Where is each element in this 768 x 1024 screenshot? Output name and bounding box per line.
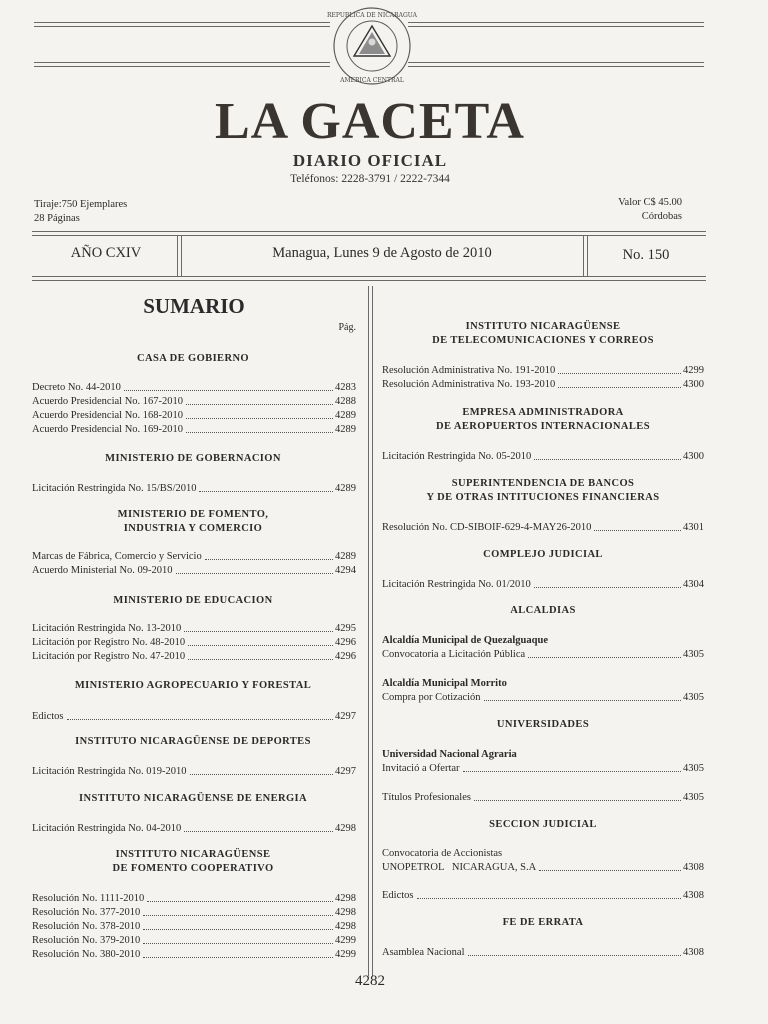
toc-entry-page: 4298 [335, 907, 356, 918]
toc-entry-label: Licitación Restringida No. 01/2010 [382, 579, 531, 590]
toc-entry-label: Licitación Restringida No. 019-2010 [32, 766, 187, 777]
toc-entry [32, 710, 356, 723]
toc-entry [382, 364, 704, 377]
masthead-rule [34, 22, 330, 23]
leader-dots [186, 404, 333, 405]
leader-dots [417, 898, 682, 899]
sumario-title: SUMARIO [143, 294, 245, 318]
print-run [34, 198, 127, 226]
toc-entry [32, 948, 356, 961]
leader-dots [534, 587, 681, 588]
toc-entry-page: 4308 [683, 862, 704, 873]
toc-entry-page: 4289 [335, 483, 356, 494]
toc-entry [32, 423, 356, 436]
toc-entry-label: Compra por Cotización [382, 692, 481, 703]
leader-dots [124, 390, 333, 391]
leader-dots [594, 530, 681, 531]
section-heading: CASA DE GOBIERNO [136, 353, 249, 364]
toc-entry-label: Acuerdo Presidencial No. 167-2010 [32, 396, 184, 407]
toc-entry-page: 4308 [683, 890, 704, 901]
toc-entry-label: Licitación Restringida No. 15/BS/2010 [32, 483, 197, 494]
section-heading: FE DE ERRATA [502, 917, 584, 928]
price-value: Valor C$ 45.00 [618, 197, 682, 208]
price-currency: Córdobas [641, 211, 682, 222]
toc-entry-page: 4300 [683, 379, 704, 390]
masthead-rule [34, 62, 330, 63]
toc-entry [382, 648, 704, 661]
leader-dots [67, 719, 334, 720]
section-heading: EMPRESA ADMINISTRADORA DE AEROPUERTOS INTERNACIONALES [436, 407, 650, 432]
toc-entry-page: 4289 [335, 551, 356, 562]
toc-entry [32, 934, 356, 947]
subsection-heading: Alcaldía Municipal de Quezalguaque [382, 635, 548, 646]
toc-entry [382, 762, 704, 775]
toc-entry-label: Convocatoria a Licitación Pública [382, 649, 526, 660]
toc-entry-label: Acuerdo Presidencial No. 168-2010 [32, 410, 184, 421]
leader-dots [463, 771, 681, 772]
toc-entry-label: Asamblea Nacional [382, 947, 465, 958]
leader-dots [186, 432, 333, 433]
masthead-rule [408, 22, 704, 23]
toc-entry [32, 550, 356, 563]
toc-entry-page: 4305 [683, 692, 704, 703]
toc-entry [32, 765, 356, 778]
leader-dots [143, 943, 333, 944]
leader-dots [143, 929, 333, 930]
toc-entry-label: Licitación Restringida No. 13-2010 [32, 623, 182, 634]
toc-entry-page: 4296 [335, 651, 356, 662]
toc-entry [382, 521, 704, 534]
toc-entry-label: Acuerdo Ministerial No. 09-2010 [32, 565, 173, 576]
leader-dots [188, 645, 333, 646]
toc-entry [32, 564, 356, 577]
toc-entry-page: 4298 [335, 893, 356, 904]
toc-entry-page: 4300 [683, 451, 704, 462]
toc-entry-label: Marcas de Fábrica, Comercio y Servicio [32, 551, 202, 562]
toc-entry-page: 4289 [335, 410, 356, 421]
section-heading: INSTITUTO NICARAGÜENSE DE ENERGIA [78, 793, 307, 804]
toc-entry [32, 650, 356, 663]
newspaper-title: LA GACETA [215, 93, 525, 150]
leader-dots [205, 559, 333, 560]
toc-entry [32, 636, 356, 649]
leader-dots [534, 459, 681, 460]
leader-dots [147, 901, 333, 902]
toc-entry-label: Licitación Restringida No. 05-2010 [382, 451, 532, 462]
section-heading: INSTITUTO NICARAGÜENSE DE TELECOMUNICACIONES Y CORREOS [432, 321, 654, 346]
toc-entry-label: Decreto No. 44-2010 [32, 382, 121, 393]
toc-entry-page: 4294 [335, 565, 356, 576]
toc-entry-label: Resolución Administrativa No. 191-2010 [382, 365, 556, 376]
leader-dots [539, 870, 681, 871]
toc-entry-label: Títulos Profesionales [382, 792, 471, 803]
toc-entry-label: UNOPETROL NICARAGUA, S.A [382, 862, 537, 873]
leader-dots [558, 373, 681, 374]
subsection-heading: Alcaldía Municipal Morrito [382, 678, 507, 689]
leader-dots [190, 774, 333, 775]
page-column-label: Pág. [338, 322, 356, 333]
section-heading: MINISTERIO DE EDUCACION [113, 595, 273, 606]
issue-bar-rule [32, 276, 706, 277]
seal-lettering: AMERICA CENTRAL [340, 77, 404, 84]
toc-entry-page: 4289 [335, 424, 356, 435]
toc-entry [32, 395, 356, 408]
masthead-rule [34, 26, 330, 27]
toc-entry-page: 4299 [335, 935, 356, 946]
section-heading: MINISTERIO DE FOMENTO, INDUSTRIA Y COMERCIO [117, 509, 269, 534]
section-heading: MINISTERIO DE GOBERNACION [105, 453, 281, 464]
toc-entry [382, 791, 704, 804]
section-heading: COMPLEJO JUDICIAL [483, 549, 603, 560]
leader-dots [184, 831, 333, 832]
issue-number: No. 150 [622, 247, 670, 263]
masthead-rule [408, 26, 704, 27]
toc-entry-page: 4288 [335, 396, 356, 407]
section-heading: INSTITUTO NICARAGÜENSE DE FOMENTO COOPERATIVO [112, 849, 274, 874]
masthead-rule [408, 62, 704, 63]
pages-count: 28 Páginas [34, 213, 80, 224]
newspaper-subtitle: DIARIO OFICIAL [292, 151, 448, 170]
leader-dots [186, 418, 333, 419]
price [560, 196, 682, 224]
subsection-heading: Universidad Nacional Agraria [382, 749, 517, 760]
nicaragua-seal-icon [327, 4, 417, 88]
masthead-rule [408, 66, 704, 67]
section-heading: SUPERINTENDENCIA DE BANCOS Y DE OTRAS INTITUCIONES FINANCIERAS [426, 478, 660, 503]
toc-entry-page: 4301 [683, 522, 704, 533]
toc-entry [32, 822, 356, 835]
leader-dots [474, 800, 681, 801]
toc-entry-label: Acuerdo Presidencial No. 169-2010 [32, 424, 184, 435]
issue-bar-rule [32, 235, 706, 236]
toc-entry-label: Invitació a Ofertar [382, 763, 460, 774]
leader-dots [176, 573, 333, 574]
masthead-rule [34, 66, 330, 67]
leader-dots [143, 915, 333, 916]
issue-bar-rule [32, 231, 706, 232]
tiraje-text: Tiraje:750 Ejemplares [34, 199, 128, 210]
toc-entry-page: 4298 [335, 921, 356, 932]
toc-entry-page: 4298 [335, 823, 356, 834]
toc-entry-page: 4305 [683, 649, 704, 660]
toc-entry [382, 889, 704, 902]
toc-entry-label: Edictos [32, 711, 64, 722]
toc-entry-page: 4295 [335, 623, 356, 634]
toc-entry [32, 381, 356, 394]
toc-entry [382, 378, 704, 391]
section-heading: SECCION JUDICIAL [489, 819, 597, 830]
toc-entry-page: 4304 [683, 579, 704, 590]
toc-entry [32, 892, 356, 905]
seal-lettering: REPUBLICA DE NICARAGUA [327, 12, 417, 19]
toc-entry [32, 482, 356, 495]
toc-entry-page: 4305 [683, 792, 704, 803]
section-heading: UNIVERSIDADES [496, 719, 590, 730]
leader-dots [184, 631, 333, 632]
toc-entry [382, 861, 704, 874]
toc-entry [32, 920, 356, 933]
issue-bar-divider [177, 236, 182, 276]
toc-entry-page: 4283 [335, 382, 356, 393]
section-heading: ALCALDIAS [510, 605, 576, 616]
toc-entry-label: Licitación Restringida No. 04-2010 [32, 823, 182, 834]
toc-entry-label: Resolución No. 377-2010 [32, 907, 141, 918]
toc-entry-page: 4299 [683, 365, 704, 376]
section-heading: MINISTERIO AGROPECUARIO Y FORESTAL [74, 680, 312, 691]
leader-dots [199, 491, 333, 492]
toc-entry-page: 4308 [683, 947, 704, 958]
leader-dots [528, 657, 681, 658]
toc-entry-label: Edictos [382, 890, 414, 901]
toc-entry [32, 409, 356, 422]
leader-dots [188, 659, 333, 660]
issue-bar-divider [583, 236, 588, 276]
toc-entry [32, 622, 356, 635]
toc-entry-label: Resolución No. 378-2010 [32, 921, 141, 932]
toc-entry [382, 691, 704, 704]
leader-dots [558, 387, 681, 388]
issue-bar-rule [32, 280, 706, 281]
toc-entry-page: 4305 [683, 763, 704, 774]
toc-entry-label: Resolución No. 379-2010 [32, 935, 141, 946]
toc-plain-line: Convocatoria de Accionistas [382, 848, 503, 859]
toc-entry [382, 578, 704, 591]
toc-entry [32, 906, 356, 919]
leader-dots [143, 957, 333, 958]
column-divider [368, 286, 373, 976]
phone-numbers: Teléfonos: 2228-3791 / 2222-7344 [290, 173, 450, 185]
leader-dots [468, 955, 681, 956]
leader-dots [484, 700, 681, 701]
toc-entry [382, 450, 704, 463]
issue-date: Managua, Lunes 9 de Agosto de 2010 [272, 245, 492, 261]
toc-entry-page: 4296 [335, 637, 356, 648]
toc-entry-page: 4297 [335, 766, 356, 777]
toc-entry [382, 946, 704, 959]
toc-entry-page: 4299 [335, 949, 356, 960]
toc-entry-label: Licitación por Registro No. 48-2010 [32, 637, 186, 648]
page-number: 4282 [355, 973, 385, 989]
toc-entry-label: Licitación por Registro No. 47-2010 [32, 651, 186, 662]
toc-entry-label: Resolución No. 1111-2010 [32, 893, 145, 904]
issue-year: AÑO CXIV [70, 245, 142, 261]
toc-entry-label: Resolución No. CD-SIBOIF-629-4-MAY26-2010 [382, 522, 592, 533]
toc-entry-label: Resolución Administrativa No. 193-2010 [382, 379, 556, 390]
section-heading: INSTITUTO NICARAGÜENSE DE DEPORTES [75, 736, 311, 747]
toc-entry-label: Resolución No. 380-2010 [32, 949, 141, 960]
toc-entry-page: 4297 [335, 711, 356, 722]
